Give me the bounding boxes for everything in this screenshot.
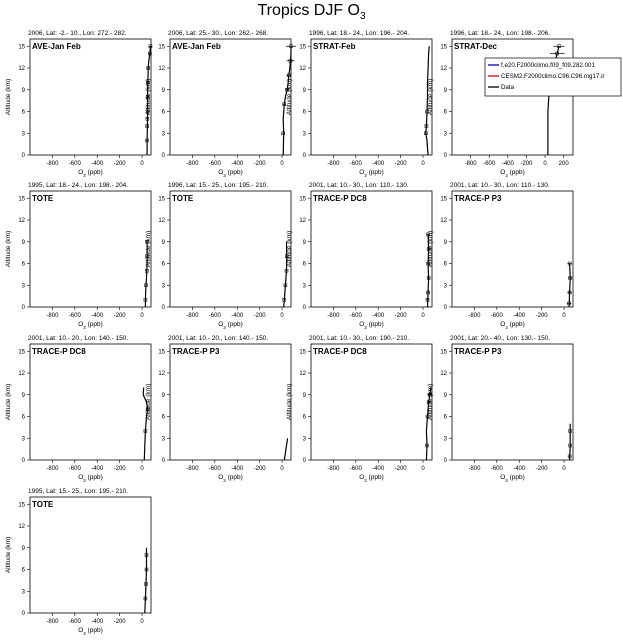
x-tick-label: -800 [46,466,59,472]
y-axis-label: Altitude (km) [5,536,12,574]
legend-entry: Data [501,84,515,92]
y-tick-label: 0 [302,153,306,159]
x-tick-label: -400 [372,313,385,319]
y-tick-label: 3 [161,283,165,290]
y-tick-label: 0 [302,458,306,464]
legend-entry: CESM2.F2000climo.C96.C96.mg17.ir [501,73,605,81]
panel-header: 1996, Lat: 18.- 24., Lon: 198.- 206. [450,30,551,37]
y-tick-label: 6 [161,109,165,116]
x-tick-label: -800 [46,161,59,167]
y-tick-label: 0 [161,305,165,311]
y-tick-label: 0 [443,305,447,311]
x-tick-label: -200 [253,161,266,167]
y-tick-label: 9 [443,392,447,399]
y-tick-label: 15 [18,196,25,203]
panel-6 [145,182,291,330]
y-tick-label: 3 [21,436,25,443]
panel-header: 2001, Lat: 10.- 20., Lon: 140.- 150. [28,335,129,342]
x-tick-label: -800 [186,313,199,319]
campaign-label: TRACE-P DC8 [32,347,86,356]
y-tick-label: 9 [443,239,447,246]
x-tick-label: 200 [558,161,569,167]
y-tick-label: 9 [21,239,25,246]
x-tick-label: -200 [253,313,266,319]
x-axis-label: $O_3$ (ppb) [359,321,384,330]
panel-11 [286,335,432,483]
y-tick-label: 0 [302,305,306,311]
x-tick-label: 0 [421,313,425,319]
x-tick-label: -600 [490,313,503,319]
y-axis-label: Altitude (km) [145,78,152,116]
plot-frame [452,344,573,460]
y-tick-label: 15 [158,196,165,203]
y-axis-label: Altitude (km) [427,383,434,421]
y-tick-label: 15 [299,44,306,51]
x-tick-label: -400 [91,161,104,167]
y-tick-label: 9 [161,87,165,94]
x-tick-label: -800 [186,466,199,472]
x-tick-label: 0 [562,466,566,472]
plot-frame [170,39,291,155]
y-tick-label: 3 [302,131,306,138]
plot-frame [311,191,432,307]
y-axis-label: Altitude (km) [427,230,434,268]
panel-8 [427,182,573,330]
y-tick-label: 6 [161,414,165,421]
y-axis-label: Altitude (km) [427,78,434,116]
x-axis-label: $O_3$ (ppb) [218,321,243,330]
y-tick-label: 0 [443,153,447,159]
x-tick-label: -600 [208,161,221,167]
panel-header: 1995, Lat: 15.- 25., Lon: 195.- 210. [28,488,129,495]
panel-header: 2006, Lat: 25.- 30., Lon: 262.- 268. [168,30,269,37]
x-tick-label: -800 [468,466,481,472]
y-tick-label: 12 [158,218,165,224]
x-tick-label: -400 [501,161,514,167]
y-axis-label: Altitude (km) [5,78,12,116]
x-tick-label: -600 [349,466,362,472]
x-tick-label: -200 [113,161,126,167]
x-tick-label: -800 [464,161,477,167]
data-profile-line [570,424,571,460]
x-tick-label: -600 [349,161,362,167]
campaign-label: TOTE [32,500,54,509]
plot-frame [30,191,151,307]
y-tick-label: 3 [443,131,447,138]
x-axis-label: $O_3$ (ppb) [359,474,384,483]
x-tick-label: -800 [327,313,340,319]
x-tick-label: -600 [490,466,503,472]
y-tick-label: 15 [440,44,447,51]
y-axis-label: Altitude (km) [286,78,293,116]
panel-3 [286,30,432,178]
y-tick-label: 6 [302,261,306,268]
x-tick-label: -200 [394,313,407,319]
legend-entry: f.e20.F2000climo.f09_f09.282.001 [501,62,595,70]
x-tick-label: -200 [253,466,266,472]
y-axis-label: Altitude (km) [145,230,152,268]
panel-7 [286,182,432,330]
plot-frame [30,344,151,460]
y-tick-label: 9 [21,392,25,399]
x-tick-label: -600 [68,313,81,319]
x-axis-label: $O_3$ (ppb) [78,169,103,178]
y-tick-label: 15 [18,502,25,509]
x-tick-label: -200 [535,466,548,472]
campaign-label: TOTE [172,194,194,203]
plot-frame [452,191,573,307]
x-tick-label: 0 [280,466,284,472]
x-tick-label: -600 [68,466,81,472]
campaign-label: TRACE-P DC8 [313,194,367,203]
page-title-subscript: 3 [359,11,366,23]
x-tick-label: 0 [140,161,144,167]
panel-header: 2001, Lat: 10.- 30., Lon: 110.- 130. [309,182,409,189]
x-tick-label: 0 [421,161,425,167]
x-tick-label: -200 [113,466,126,472]
y-tick-label: 15 [299,349,306,356]
y-tick-label: 15 [440,349,447,356]
x-axis-label: $O_3$ (ppb) [78,627,103,636]
x-tick-label: 0 [140,619,144,625]
y-tick-label: 12 [440,218,447,224]
plot-frame [30,497,151,613]
legend [485,58,621,96]
y-tick-label: 9 [443,87,447,94]
x-tick-label: -200 [113,313,126,319]
x-tick-label: -400 [231,313,244,319]
y-tick-label: 6 [161,261,165,268]
panel-header: 2001, Lat: 10.- 20., Lon: 140.- 150. [168,335,269,342]
y-tick-label: 15 [18,44,25,51]
y-tick-label: 6 [302,414,306,421]
y-tick-label: 15 [158,44,165,51]
y-tick-label: 12 [299,218,306,224]
x-tick-label: -200 [394,161,407,167]
x-axis-label: $O_3$ (ppb) [78,474,103,483]
y-tick-label: 6 [21,567,25,574]
x-tick-label: -200 [394,466,407,472]
y-tick-label: 6 [443,109,447,116]
x-tick-label: -600 [208,313,221,319]
x-tick-label: -400 [231,466,244,472]
panel-1 [5,30,152,178]
y-tick-label: 6 [21,261,25,268]
campaign-label: AVE-Jan Feb [172,42,221,51]
y-tick-label: 6 [21,109,25,116]
y-tick-label: 3 [21,283,25,290]
x-tick-label: -400 [372,466,385,472]
x-tick-label: 0 [280,313,284,319]
plot-frame [170,191,291,307]
x-tick-label: -400 [91,466,104,472]
y-axis-label: Altitude (km) [145,383,152,421]
x-axis-label: $O_3$ (ppb) [500,321,525,330]
campaign-label: TRACE-P DC8 [313,347,367,356]
y-tick-label: 3 [21,131,25,138]
x-tick-label: -800 [46,619,59,625]
y-tick-label: 15 [299,196,306,203]
y-tick-label: 12 [440,66,447,72]
panel-header: 1995, Lat: 18.- 24., Lon: 198.- 204. [28,182,129,189]
y-axis-label: Altitude (km) [5,230,12,268]
x-tick-label: 0 [421,466,425,472]
x-tick-label: -800 [186,161,199,167]
y-tick-label: 12 [18,66,25,72]
y-tick-label: 15 [440,196,447,203]
plot-frame [452,39,573,155]
x-tick-label: -200 [520,161,533,167]
y-tick-label: 12 [18,218,25,224]
panel-header: 2006, Lat: -2.- 10., Lon: 272.- 282. [28,30,127,37]
panel-header: 2001, Lat: 10.- 30., Lon: 110.- 130. [450,182,550,189]
panel-4 [427,30,621,178]
x-tick-label: -600 [349,313,362,319]
panel-header: 1996, Lat: 18.- 24., Lon: 196.- 204. [309,30,410,37]
y-tick-label: 9 [302,87,306,94]
plot-frame [311,39,432,155]
x-tick-label: 0 [140,466,144,472]
x-tick-label: -400 [372,161,385,167]
data-profile-line [569,264,570,308]
plot-frame [30,39,151,155]
x-tick-label: 0 [562,313,566,319]
x-axis-label: $O_3$ (ppb) [218,474,243,483]
y-tick-label: 0 [21,611,25,617]
y-tick-label: 0 [21,153,25,159]
y-tick-label: 12 [440,371,447,377]
panel-2 [145,30,296,178]
panel-5 [5,182,151,330]
x-tick-label: -400 [513,313,526,319]
y-axis-label: Altitude (km) [5,383,12,421]
x-tick-label: -400 [513,466,526,472]
y-tick-label: 9 [302,392,306,399]
panel-header: 2001, Lat: 20.- 40., Lon: 130.- 150. [450,335,551,342]
campaign-label: AVE-Jan Feb [32,42,81,51]
y-tick-label: 6 [302,109,306,116]
y-tick-label: 6 [443,414,447,421]
page-title-text: Tropics DJF O [257,2,360,19]
y-tick-label: 3 [443,436,447,443]
y-tick-label: 12 [299,66,306,72]
y-tick-label: 12 [158,371,165,377]
x-tick-label: 0 [280,161,284,167]
x-tick-label: -600 [68,619,81,625]
campaign-label: STRAT-Dec [454,42,497,51]
x-tick-label: -800 [327,161,340,167]
x-tick-label: -800 [327,466,340,472]
y-tick-label: 9 [302,239,306,246]
x-tick-label: -600 [483,161,496,167]
campaign-label: TRACE-P P3 [454,194,502,203]
y-tick-label: 9 [21,545,25,552]
x-axis-label: $O_3$ (ppb) [500,169,525,178]
y-tick-label: 3 [161,131,165,138]
y-tick-label: 0 [443,458,447,464]
y-tick-label: 0 [161,153,165,159]
y-tick-label: 12 [299,371,306,377]
x-tick-label: -400 [91,619,104,625]
x-tick-label: -600 [208,466,221,472]
x-tick-label: -400 [231,161,244,167]
campaign-label: STRAT-Feb [313,42,356,51]
x-axis-label: $O_3$ (ppb) [78,321,103,330]
y-axis-label: Altitude (km) [286,383,293,421]
panel-13 [5,488,151,636]
y-tick-label: 9 [161,239,165,246]
y-tick-label: 6 [443,261,447,268]
y-tick-label: 15 [18,349,25,356]
x-tick-label: -200 [113,619,126,625]
panel-header: 1996, Lat: 15.- 25., Lon: 195.- 210. [168,182,269,189]
x-tick-label: -200 [535,313,548,319]
campaign-label: TRACE-P P3 [454,347,502,356]
y-tick-label: 12 [18,371,25,377]
x-axis-label: $O_3$ (ppb) [500,474,525,483]
y-tick-label: 0 [161,458,165,464]
x-tick-label: -800 [46,313,59,319]
y-tick-label: 9 [161,392,165,399]
y-tick-label: 9 [21,87,25,94]
plot-frame [170,344,291,460]
y-axis-label: Altitude (km) [286,230,293,268]
panel-9 [5,335,151,483]
y-tick-label: 0 [21,458,25,464]
y-tick-label: 12 [158,66,165,72]
y-tick-label: 15 [158,349,165,356]
y-tick-label: 0 [21,305,25,311]
y-tick-label: 3 [443,283,447,290]
x-tick-label: 0 [140,313,144,319]
y-tick-label: 12 [18,524,25,530]
panel-header: 2001, Lat: 10.- 30., Lon: 190.- 210. [309,335,410,342]
x-tick-label: 0 [543,161,547,167]
x-tick-label: -800 [468,313,481,319]
campaign-label: TOTE [32,194,54,203]
x-tick-label: -400 [91,313,104,319]
data-profile-line [284,438,287,460]
panel-12 [427,335,573,483]
y-tick-label: 3 [21,589,25,596]
data-profile-line [145,548,147,613]
x-tick-label: -600 [68,161,81,167]
x-axis-label: $O_3$ (ppb) [218,169,243,178]
plot-frame [311,344,432,460]
y-tick-label: 3 [302,283,306,290]
y-tick-label: 3 [161,436,165,443]
y-tick-label: 6 [21,414,25,421]
y-tick-label: 3 [302,436,306,443]
campaign-label: TRACE-P P3 [172,347,220,356]
x-axis-label: $O_3$ (ppb) [359,169,384,178]
panel-10 [145,335,291,483]
